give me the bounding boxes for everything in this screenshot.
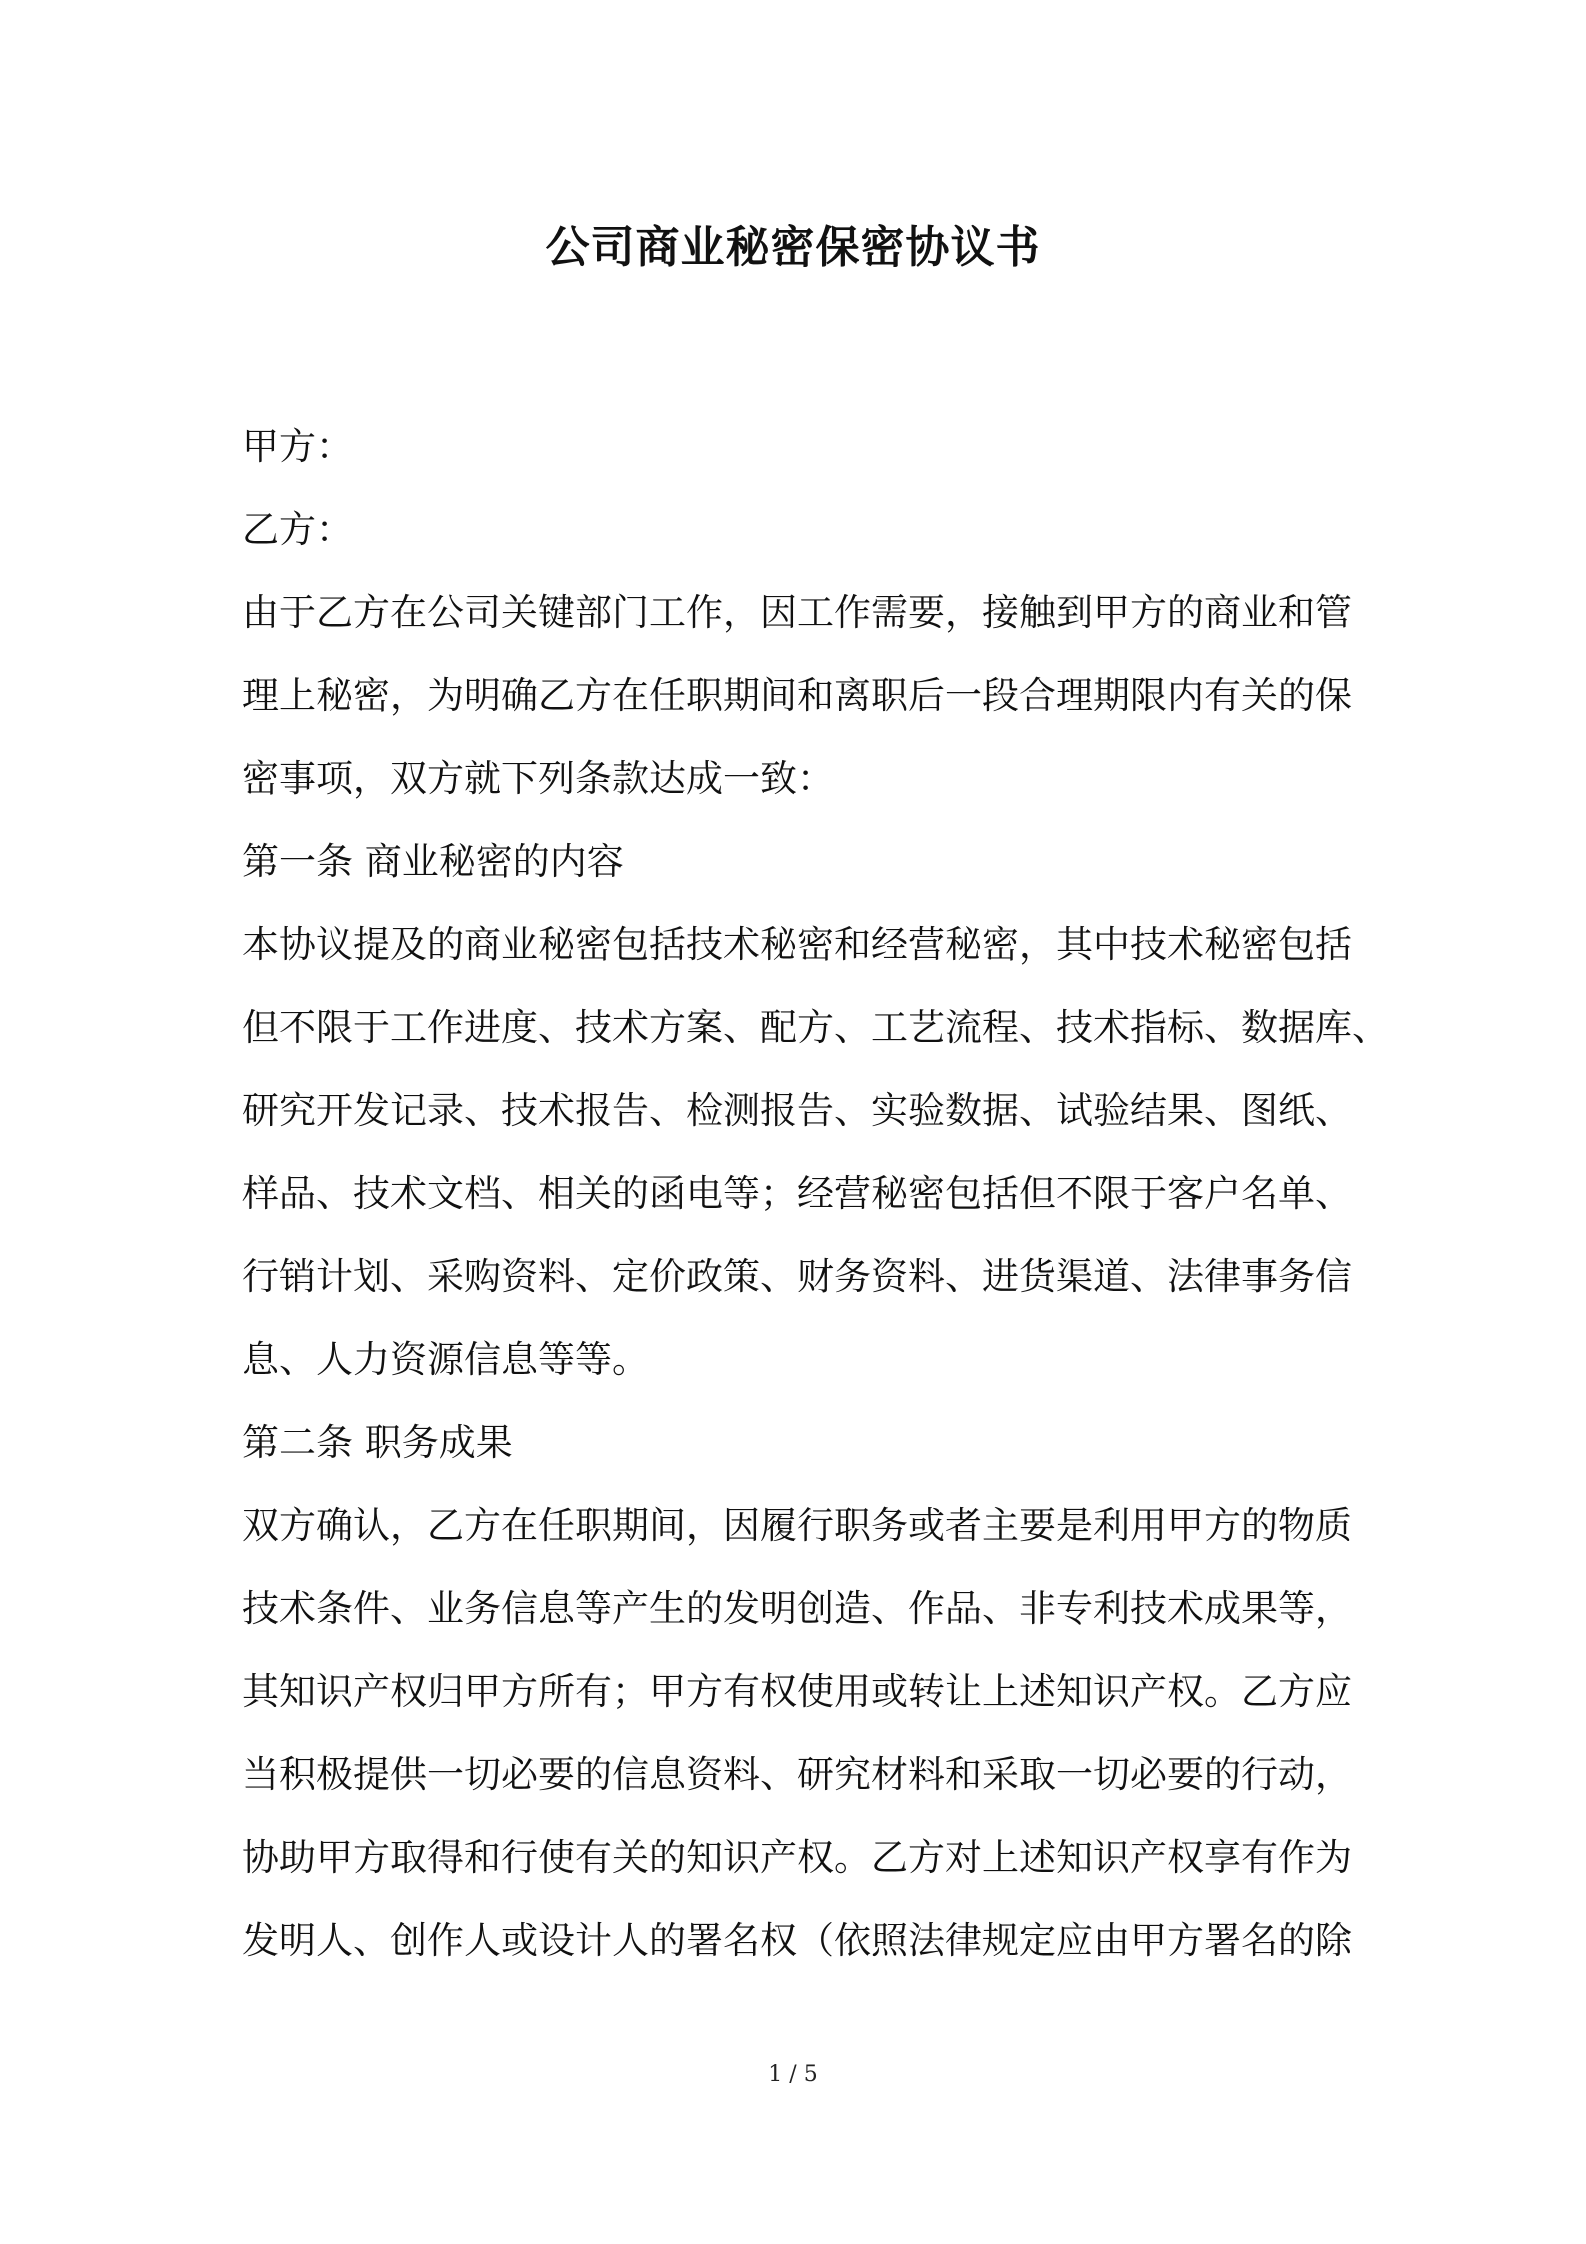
article-2-heading: 第二条 职务成果	[242, 1421, 513, 1464]
document-body	[242, 405, 1389, 1982]
article-1-line: 样品、技术文档、相关的函电等；经营秘密包括但不限于客户名单、	[242, 1172, 1352, 1215]
intro-line: 密事项，双方就下列条款达成一致：	[242, 757, 834, 800]
intro-line: 由于乙方在公司关键部门工作，因工作需要，接触到甲方的商业和管	[242, 591, 1352, 634]
page-number: 1 / 5	[768, 2062, 818, 2087]
document-title: 公司商业秘密保密协议书	[545, 222, 1041, 273]
article-1-heading: 第一条 商业秘密的内容	[242, 840, 624, 883]
article-2-line: 双方确认，乙方在任职期间，因履行职务或者主要是利用甲方的物质	[242, 1504, 1352, 1547]
party-b-line: 乙方：	[242, 508, 353, 551]
party-a-line: 甲方：	[242, 425, 353, 468]
article-2-line: 其知识产权归甲方所有；甲方有权使用或转让上述知识产权。乙方应	[242, 1670, 1352, 1713]
article-2-line: 协助甲方取得和行使有关的知识产权。乙方对上述知识产权享有作为	[242, 1836, 1352, 1879]
article-1-line: 研究开发记录、技术报告、检测报告、实验数据、试验结果、图纸、	[242, 1089, 1352, 1132]
article-1-line: 本协议提及的商业秘密包括技术秘密和经营秘密，其中技术秘密包括	[242, 923, 1352, 966]
intro-line: 理上秘密，为明确乙方在任职期间和离职后一段合理期限内有关的保	[242, 674, 1352, 717]
article-1-line: 息、人力资源信息等等。	[242, 1338, 649, 1381]
article-1-line: 但不限于工作进度、技术方案、配方、工艺流程、技术指标、数据库、	[242, 1006, 1389, 1049]
article-2-line: 当积极提供一切必要的信息资料、研究材料和采取一切必要的行动，	[242, 1753, 1352, 1796]
article-2-line: 技术条件、业务信息等产生的发明创造、作品、非专利技术成果等，	[242, 1587, 1352, 1630]
article-2-line: 发明人、创作人或设计人的署名权（依照法律规定应由甲方署名的除	[242, 1919, 1352, 1962]
article-1-line: 行销计划、采购资料、定价政策、财务资料、进货渠道、法律事务信	[242, 1255, 1352, 1298]
